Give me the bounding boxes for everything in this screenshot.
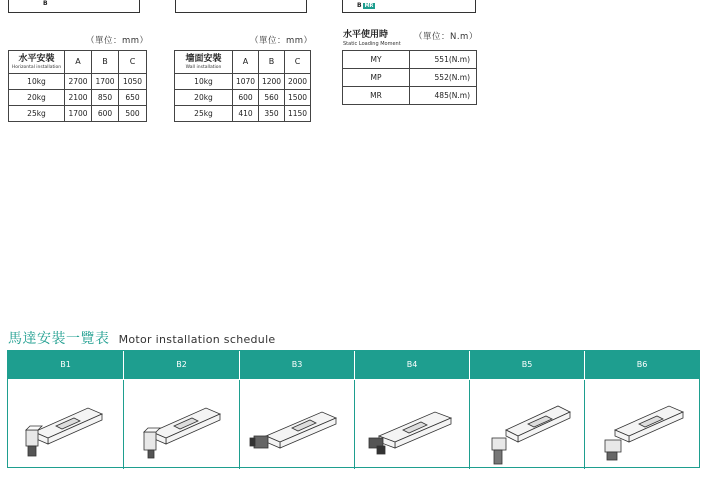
column-header: C: [119, 51, 147, 74]
table-row: 10kg 2700 1700 1050: [9, 74, 147, 90]
actuator-b3-cell: [240, 380, 355, 469]
table-row: 20kg 600 560 1500: [175, 90, 311, 106]
horizontal-installation-table: [8, 50, 147, 122]
column-header-b3: B3: [240, 351, 355, 379]
top-middle-diagram-box: [175, 0, 307, 13]
column-header-b6: B6: [636, 360, 648, 369]
table-row: MP 552(N.m): [343, 69, 477, 87]
actuator-b1-illustration: [8, 380, 123, 468]
top-right-label: B MR: [357, 2, 374, 9]
table-row: MY 551(N.m): [343, 51, 477, 69]
wall-installation-table: [174, 50, 311, 122]
table-row: 25kg 410 350 1150: [175, 106, 311, 122]
column-header: A: [233, 51, 259, 74]
table-row: MR 485(N.m): [343, 87, 477, 105]
horizontal-unit-label: （單位：mm）: [86, 36, 149, 46]
moment-title: 水平使用時: [343, 30, 389, 40]
table-header-row: [175, 51, 311, 74]
schedule-title: 馬達安裝一覽表: [8, 331, 110, 347]
actuator-b3-illustration: [240, 380, 354, 468]
top-right-diagram-box: [342, 0, 476, 13]
column-header: B: [92, 51, 119, 74]
actuator-b2-illustration: [124, 380, 239, 468]
moment-subtitle: Static Loading Moment: [343, 41, 401, 47]
column-header-b2: B2: [124, 351, 240, 379]
column-header: A: [65, 51, 92, 74]
motor-schedule-grid: [7, 350, 700, 468]
actuator-b2-cell: [124, 380, 240, 469]
actuator-b4-cell: [355, 380, 470, 469]
wall-header-cell: 墙面安裝 Wall installation: [175, 51, 233, 74]
column-header-b1: B1: [8, 351, 124, 379]
static-loading-moment-table: [342, 50, 477, 105]
schedule-heading: [8, 328, 276, 348]
column-header: B: [259, 51, 285, 74]
table-row: 10kg 1070 1200 2000: [175, 74, 311, 90]
actuator-b5-cell: [470, 380, 585, 469]
column-header-b4: B4: [355, 351, 470, 379]
moment-title-block: [343, 30, 401, 48]
mr-badge: MR: [364, 2, 374, 9]
table-row: 25kg 1700 600 500: [9, 106, 147, 122]
moment-unit-label: （單位：N.m）: [414, 32, 478, 42]
horizontal-header-cell: 水平安裝 Horizontal installation: [9, 51, 65, 74]
column-header-b5: B5: [470, 351, 585, 379]
top-left-diagram-box: [8, 0, 140, 13]
table-row: 20kg 2100 850 650: [9, 90, 147, 106]
wall-unit-label: （單位：mm）: [250, 36, 313, 46]
column-header: C: [285, 51, 311, 74]
actuator-b4-illustration: [355, 380, 469, 468]
schedule-subtitle: Motor installation schedule: [118, 333, 276, 346]
top-left-label: B: [43, 0, 48, 7]
actuator-b5-illustration: [470, 380, 584, 468]
actuator-b1-cell: [8, 380, 124, 469]
actuator-b6-cell: [585, 380, 699, 469]
actuator-b6-illustration: [585, 380, 699, 468]
table-header-row: [9, 51, 147, 74]
